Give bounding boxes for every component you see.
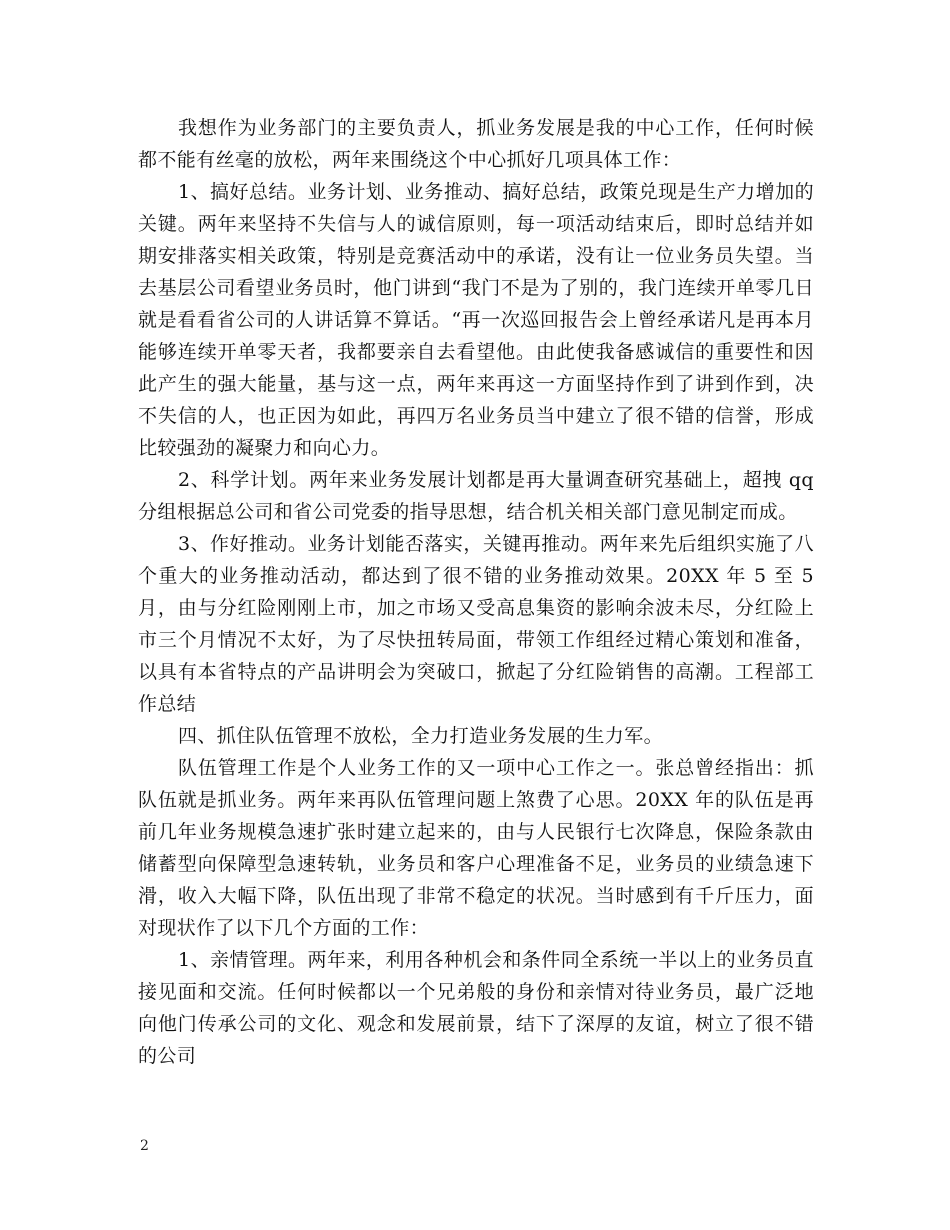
page-number: 2 — [140, 1138, 149, 1154]
paragraph-family-management: 1、亲情管理。两年来，利用各种机会和条件同全系统一半以上的业务员直接见面和交流。任何时候都以一个兄弟般的身份和亲情对待业务员，最广泛地向他门传承公司的文化、观念和发展前景，结下了深厚的友谊，树立了很不错的公司 — [138, 949, 814, 1067]
paragraph-planning: 2、科学计划。两年来业务发展计划都是再大量调查研究基础上，超拽 qq 分组根据总公司和省公司党委的指导思想，结合机关相关部门意见制定而成。 — [138, 469, 814, 523]
document-body — [138, 112, 814, 1072]
paragraph-promotion: 3、作好推动。业务计划能否落实，关键再推动。两年来先后组织实施了八个重大的业务推动活动，都达到了很不错的业务推动效果。20XX 年 5 至 5 月，由与分红险刚刚上市，加之市场又受高息集资的影响余波未尽，分红险上市三个月情况不太好，为了尽快扭转局面，带领工作组经过精心策划和准备，以具有本省特点的产品讲明会为突破口，掀起了分红险销售的高潮。工程部工作总结 — [138, 533, 814, 715]
paragraph-team-management: 队伍管理工作是个人业务工作的又一项中心工作之一。张总曾经指出：抓队伍就是抓业务。两年来再队伍管理问题上煞费了心思。20XX 年的队伍是再前几年业务规模急速扩张时建立起来的，由与人民银行七次降息，保险条款由储蓄型向保障型急速转轨，业务员和客户心理准备不足，业务员的业绩急速下滑，收入大幅下降，队伍出现了非常不稳定的状况。当时感到有千斤压力，面对现状作了以下几个方面的工作： — [138, 757, 814, 939]
section-heading-team-management: 四、抓住队伍管理不放松，全力打造业务发展的生力军。 — [178, 725, 664, 747]
paragraph-intro: 我想作为业务部门的主要负责人，抓业务发展是我的中心工作，任何时候都不能有丝毫的放松，两年来围绕这个中心抓好几项具体工作： — [138, 117, 814, 171]
paragraph-summary: 1、搞好总结。业务计划、业务推动、搞好总结，政策兑现是生产力增加的关键。两年来坚持不失信与人的诚信原则，每一项活动结束后，即时总结并如期安排落实相关政策，特别是竞赛活动中的承诺，没有让一位业务员失望。当去基层公司看望业务员时，他门讲到“我门不是为了别的，我门连续开单零几日就是看看省公司的人讲话算不算话。“再一次巡回报告会上曾经承诺凡是再本月能够连续开单零天者，我都要亲自去看望他。由此使我备感诚信的重要性和因此产生的强大能量，基与这一点，两年来再这一方面坚持作到了讲到作到，决不失信的人，也正因为如此，再四万名业务员当中建立了很不错的信誉，形成比较强劲的凝聚力和向心力。 — [138, 181, 814, 459]
